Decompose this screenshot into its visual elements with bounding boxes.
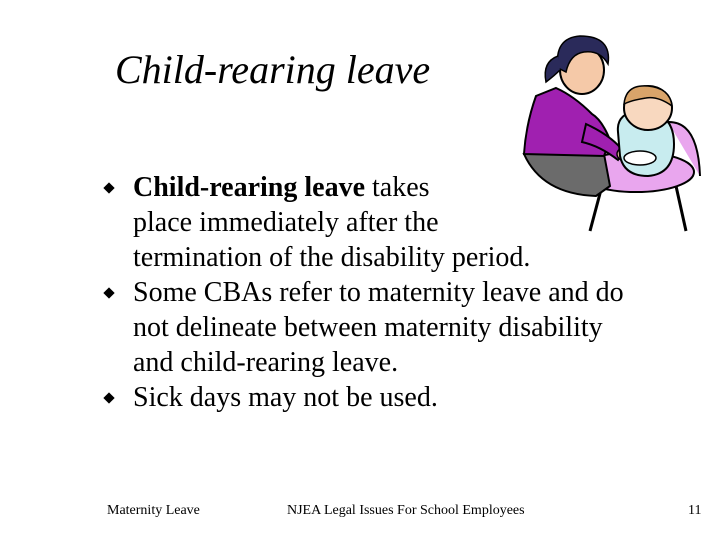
bullet-line: Sick days may not be used. xyxy=(133,382,438,413)
bullet-item xyxy=(104,380,704,415)
bullet-list xyxy=(104,170,704,415)
diamond-bullet-icon xyxy=(103,287,114,298)
bullet-text: takes xyxy=(365,172,430,203)
bullet-line: Some CBAs refer to maternity leave and do xyxy=(133,277,624,308)
slide-title: Child-rearing leave xyxy=(115,47,431,92)
bullet-line xyxy=(133,170,704,205)
footer-left: Maternity Leave xyxy=(107,503,200,518)
bullet-line: place immediately after the xyxy=(133,207,439,238)
bullet-item xyxy=(104,170,704,275)
diamond-bullet-icon xyxy=(103,392,114,403)
bullet-line: termination of the disability period. xyxy=(133,242,531,273)
bullet-line: and child-rearing leave. xyxy=(133,347,399,378)
page-number: 11 xyxy=(688,503,702,518)
bullet-line: not delineate between maternity disability xyxy=(133,312,603,343)
diamond-bullet-icon xyxy=(103,182,114,193)
footer-center: NJEA Legal Issues For School Employees xyxy=(287,503,525,518)
bold-term: Child-rearing leave xyxy=(133,172,366,203)
bullet-item xyxy=(104,275,704,380)
